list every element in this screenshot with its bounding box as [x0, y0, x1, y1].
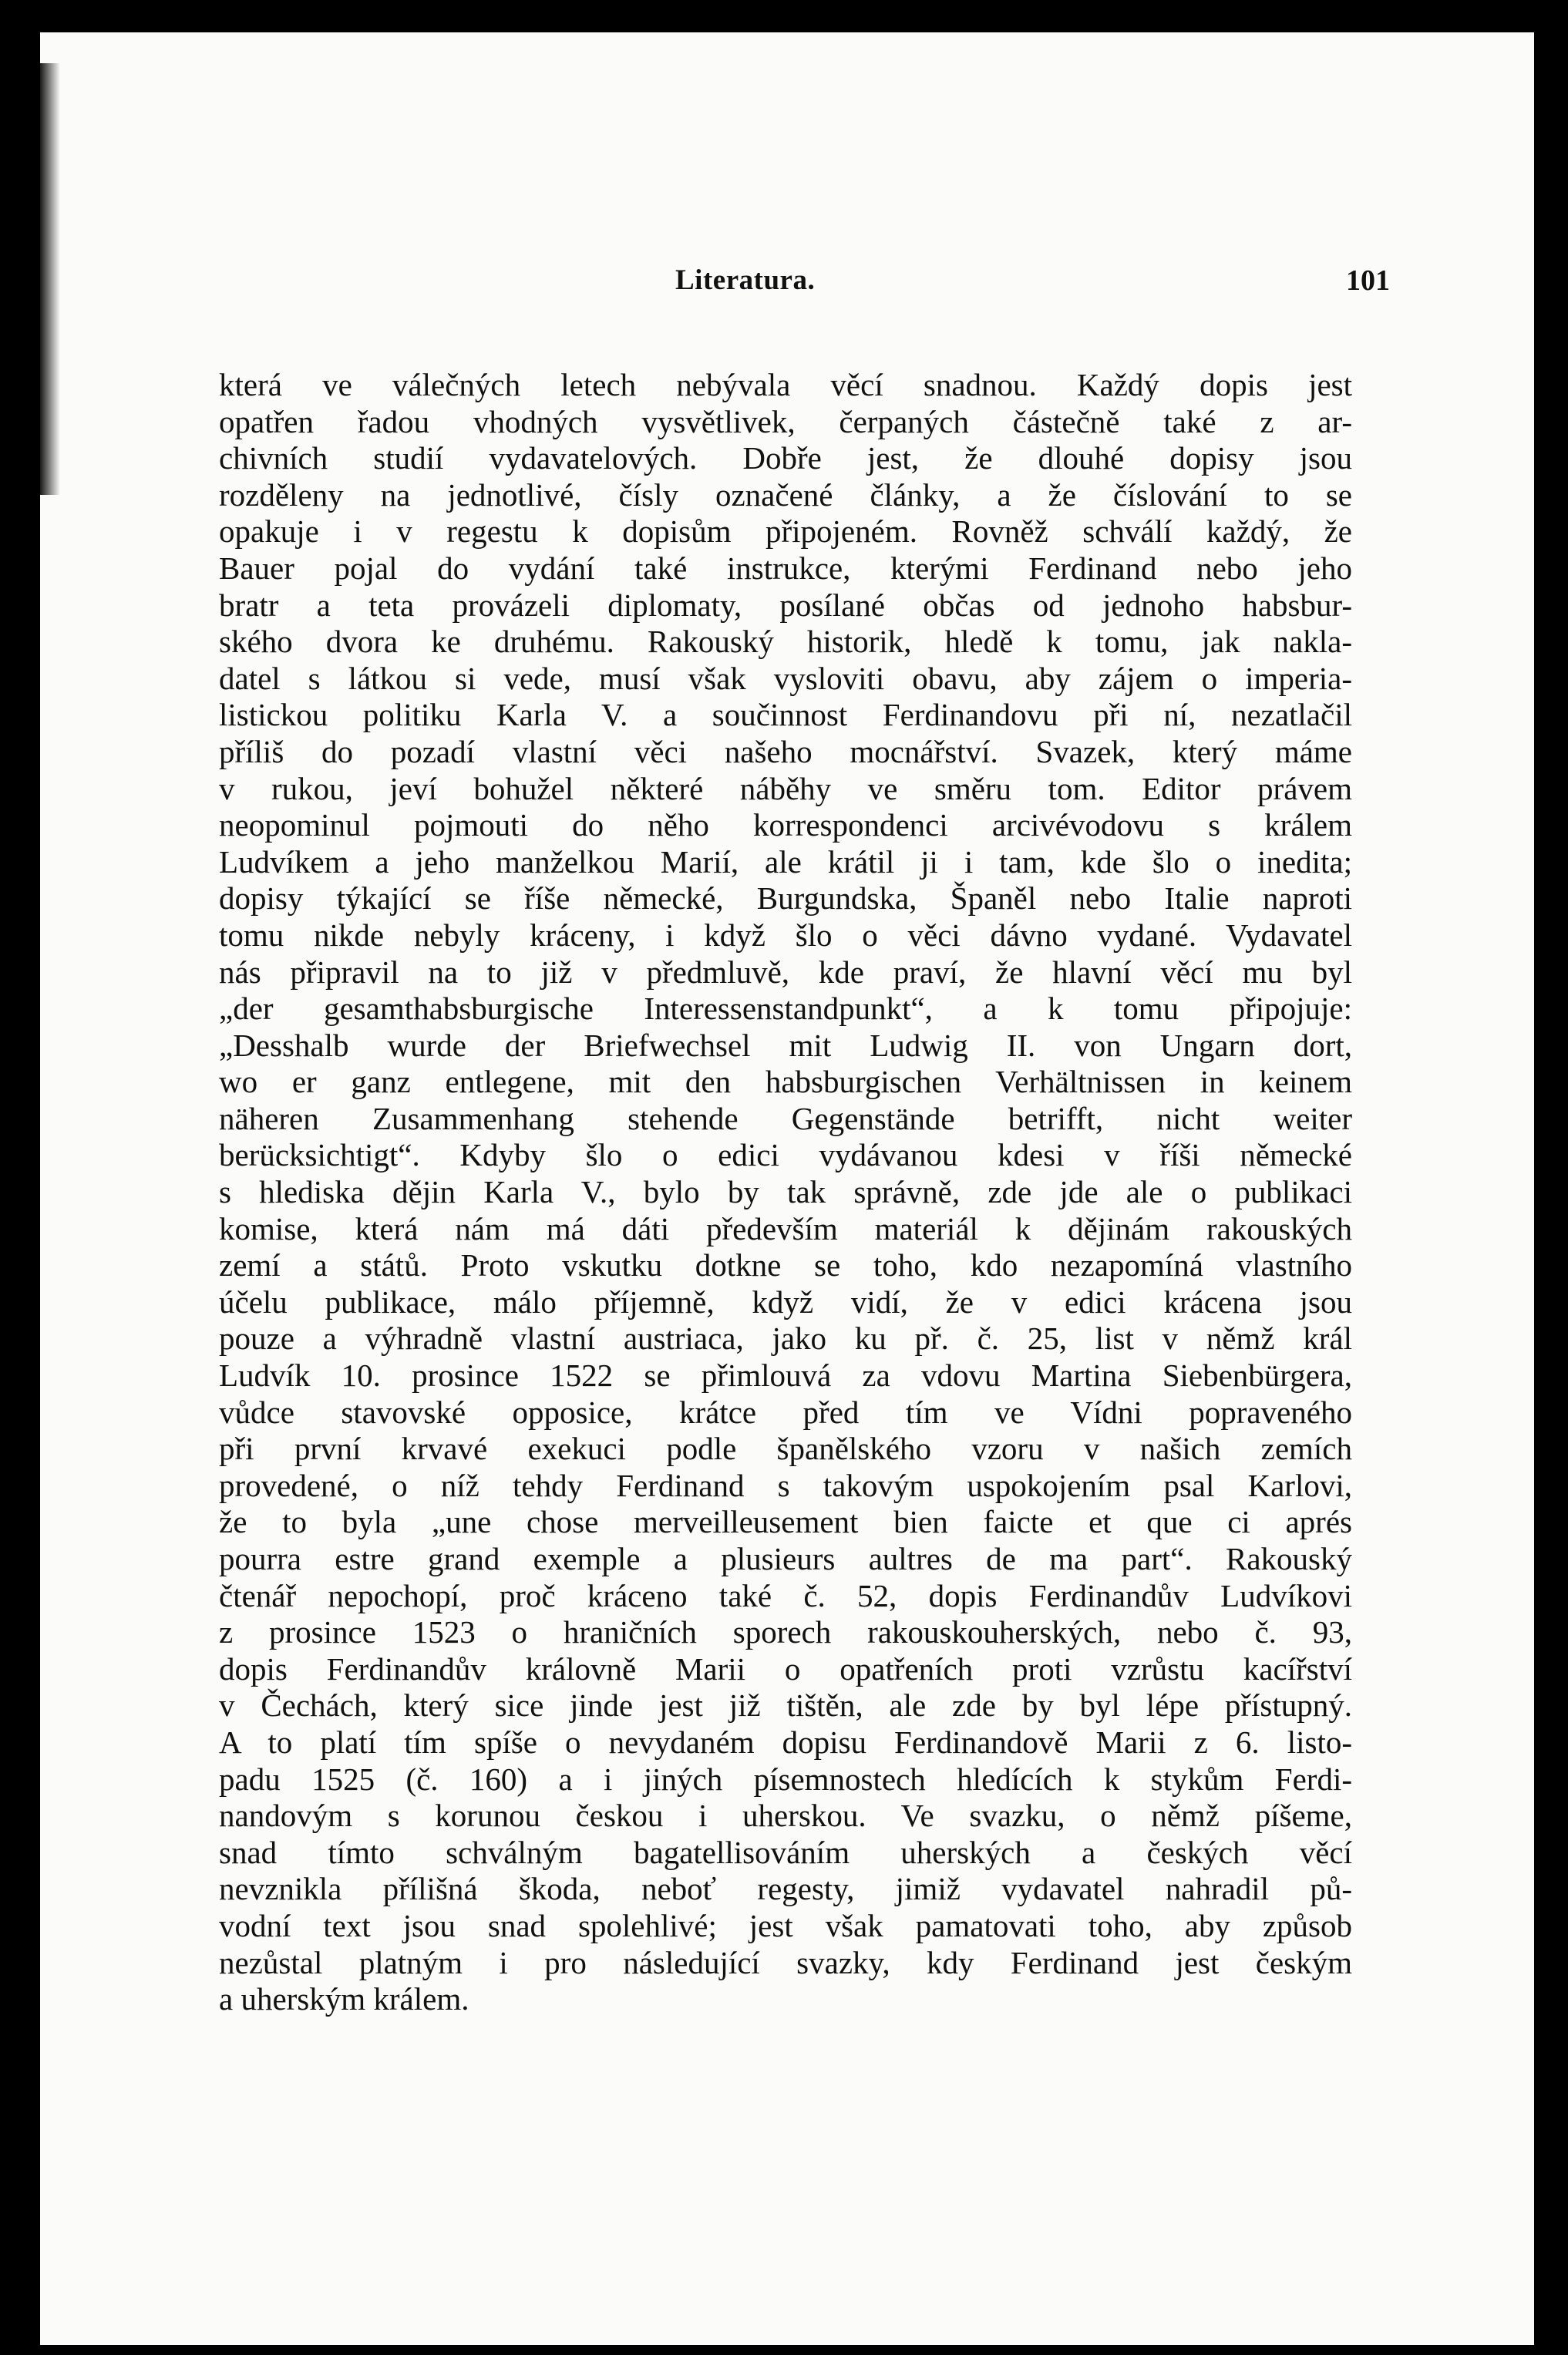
text-line: nevznikla přílišná škoda, neboť regesty, jimiž vydavatel nahradil pů- — [219, 1871, 1352, 1907]
text-line: provedené, o níž tehdy Ferdinand s takovým uspokojením psal Karlovi, — [219, 1467, 1352, 1503]
text-line: nás připravil na to již v předmluvě, kde praví, že hlavní věcí mu byl — [219, 954, 1352, 990]
text-line: s hlediska dějin Karla V., bylo by tak správně, zde jde ale o publikaci — [219, 1174, 1352, 1210]
text-line: nezůstal platným i pro následující svazky, kdy Ferdinand jest českým — [219, 1944, 1352, 1980]
text-line: a uherským králem. — [219, 1981, 469, 2017]
text-line: při první krvavé exekuci podle španělského vzoru v našich zemích — [219, 1431, 1352, 1467]
text-line: vodní text jsou snad spolehlivé; jest však pamatovati toho, aby způsob — [219, 1907, 1352, 1943]
text-line: která ve válečných letech nebývala věcí snadnou. Každý dopis jest — [219, 367, 1352, 402]
text-line: zemí a států. Proto vskutku dotkne se toho, kdo nezapomíná vlastního — [219, 1247, 1352, 1283]
text-line: dopis Ferdinandův královně Marii o opatřeních proti vzrůstu kacířství — [219, 1650, 1352, 1687]
text-line: komise, která nám má dáti především materiál k dějinám rakouských — [219, 1210, 1352, 1246]
text-line: vůdce stavovské opposice, krátce před tím ve Vídni popraveného — [219, 1394, 1352, 1430]
text-line: pouze a výhradně vlastní austriaca, jako ku př. č. 25, list v němž král — [219, 1320, 1352, 1357]
text-line: ského dvora ke druhému. Rakouský historik, hledě k tomu, jak nakla- — [219, 624, 1352, 660]
text-line: nandovým s korunou českou i uherskou. Ve svazku, o němž píšeme, — [219, 1798, 1352, 1834]
text-line: chivních studií vydavatelových. Dobře jest, že dlouhé dopisy jsou — [219, 440, 1352, 476]
text-line: opakuje i v regestu k dopisům připojeném. Rovněž schválí každý, že — [219, 513, 1352, 550]
text-line: snad tímto schválným bagatellisováním uherských a českých věcí — [219, 1834, 1352, 1870]
text-line: listickou politiku Karla V. a součinnost Ferdinandovu při ní, nezatlačil — [219, 697, 1352, 733]
text-line: Ludvíkem a jeho manželkou Marií, ale krátil ji i tam, kde šlo o inedita; — [219, 843, 1352, 880]
text-line: wo er ganz entlegene, mit den habsburgischen Verhältnissen in keinem — [219, 1064, 1352, 1100]
text-line: näheren Zusammenhang stehende Gegenstände betrifft, nicht weiter — [219, 1100, 1352, 1136]
text-line: tomu nikde nebyly kráceny, i když šlo o věci dávno vydané. Vydavatel — [219, 917, 1352, 953]
running-head-title: Literatura. — [675, 264, 816, 296]
text-line: v rukou, jeví bohužel některé náběhy ve směru tom. Editor právem — [219, 770, 1352, 806]
text-line: v Čechách, který sice jinde jest již tištěn, ale zde by byl lépe přístupný. — [219, 1687, 1352, 1724]
text-line: rozděleny na jednotlivé, čísly označené články, a že číslování to se — [219, 476, 1352, 513]
text-line: účelu publikace, málo příjemně, když vidí, že v edici krácena jsou — [219, 1283, 1352, 1320]
body-paragraph — [219, 367, 1352, 2018]
text-line: z prosince 1523 o hraničních sporech rakouskouherských, nebo č. 93, — [219, 1614, 1352, 1650]
text-line: Ludvík 10. prosince 1522 se přimlouvá za vdovu Martina Siebenbürgera, — [219, 1357, 1352, 1394]
text-line: čtenář nepochopí, proč kráceno také č. 52, dopis Ferdinandův Ludvíkovi — [219, 1577, 1352, 1613]
book-page — [40, 32, 1534, 2345]
text-line: neopominul pojmouti do něho korrespondenci arcivévodovu s králem — [219, 807, 1352, 843]
text-line: datel s látkou si vede, musí však vysloviti obavu, aby zájem o imperia- — [219, 660, 1352, 696]
text-line: opatřen řadou vhodných vysvětlivek, čerpaných částečně také z ar- — [219, 403, 1352, 439]
text-line: pourra estre grand exemple a plusieurs aultres de ma part“. Rakouský — [219, 1541, 1352, 1576]
text-line: berücksichtigt“. Kdyby šlo o edici vydávanou kdesi v říši německé — [219, 1137, 1352, 1173]
text-line: bratr a teta provázeli diplomaty, posílané občas od jednoho habsbur- — [219, 587, 1352, 623]
running-head — [40, 264, 1534, 310]
text-line: „der gesamthabsburgische Interessenstandpunkt“, a k tomu připojuje: — [219, 991, 1352, 1027]
text-line: příliš do pozadí vlastní věci našeho mocnářství. Svazek, který máme — [219, 733, 1352, 769]
text-line: A to platí tím spíše o nevydaném dopisu Ferdinandově Marii z 6. listo- — [219, 1724, 1352, 1760]
page-number: 101 — [1346, 264, 1390, 297]
text-line: „Desshalb wurde der Briefwechsel mit Ludwig II. von Ungarn dort, — [219, 1027, 1352, 1063]
text-line: Bauer pojal do vydání také instrukce, kterými Ferdinand nebo jeho — [219, 550, 1352, 586]
text-line: že to byla „une chose merveilleusement bien faicte et que ci aprés — [219, 1504, 1352, 1540]
text-line: padu 1525 (č. 160) a i jiných písemnostech hledících k stykům Ferdi- — [219, 1761, 1352, 1797]
text-line: dopisy týkající se říše německé, Burgundska, Španěl nebo Italie naproti — [219, 880, 1352, 917]
